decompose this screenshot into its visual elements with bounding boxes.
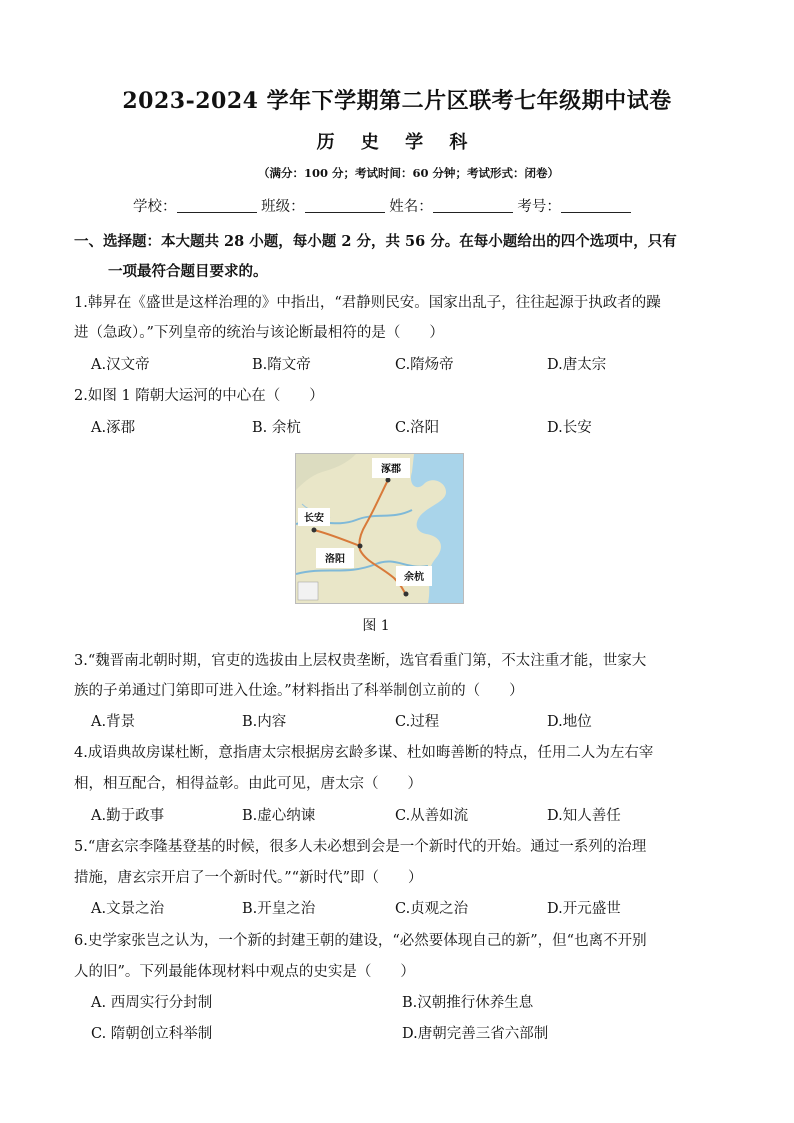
q3-option-b[interactable]: B.内容 xyxy=(242,714,287,730)
name-blank[interactable] xyxy=(433,198,513,213)
q2-option-d[interactable]: D.长安 xyxy=(547,420,592,436)
question-6-line-2: 人的旧”。下列最能体现材料中观点的史实是（ ） xyxy=(74,964,415,980)
q3-option-d[interactable]: D.地位 xyxy=(547,714,592,730)
q3-option-a[interactable]: A.背景 xyxy=(91,714,136,730)
class-label: 班级： xyxy=(261,199,305,215)
map-city-luoyang xyxy=(358,544,363,549)
q5-option-d[interactable]: D.开元盛世 xyxy=(547,901,621,917)
question-3-line-2: 族的子弟通过门第即可进入仕途。”材料指出了科举制创立前的（ ） xyxy=(74,683,524,699)
q4-option-d[interactable]: D.知人善任 xyxy=(547,808,621,824)
question-5-line-1: 5.“唐玄宗李隆基登基的时候，很多人未必想到会是一个新时代的开始。通过一系列的治理 xyxy=(74,839,647,855)
school-label: 学校： xyxy=(133,199,177,215)
map-city-zhuojun xyxy=(386,478,391,483)
subject-title: 历 史 学 科 xyxy=(316,132,478,153)
question-4-line-2: 相，相互配合，相得益彰。由此可见，唐太宗（ ） xyxy=(74,776,422,792)
student-info-row xyxy=(133,195,631,216)
q1-option-b[interactable]: B.隋文帝 xyxy=(252,357,311,373)
q6-option-a[interactable]: A. 西周实行分封制 xyxy=(91,995,213,1011)
q1-option-a[interactable]: A.汉文帝 xyxy=(91,357,150,373)
q1-option-c[interactable]: C.隋炀帝 xyxy=(395,357,454,373)
q6-option-b[interactable]: B.汉朝推行休养生息 xyxy=(402,995,534,1011)
question-4-line-1: 4.成语典故房谋杜断，意指唐太宗根据房玄龄多谋、杜如晦善断的特点，任用二人为左右宰 xyxy=(74,745,654,761)
question-3-line-1: 3.“魏晋南北朝时期，官吏的选拔由上层权贵垄断，选官看重门第，不太注重才能，世家大 xyxy=(74,653,647,669)
question-1-line-2: 进（急政）。”下列皇帝的统治与该论断最相符的是（ ） xyxy=(74,325,444,341)
q2-option-c[interactable]: C.洛阳 xyxy=(395,420,440,436)
figure-caption: 图 1 xyxy=(362,618,390,634)
map-label-zhuojun: 涿郡 xyxy=(381,464,401,475)
map-label-changan: 长安 xyxy=(304,513,324,524)
map-city-changan xyxy=(312,528,317,533)
q3-option-c[interactable]: C.过程 xyxy=(395,714,440,730)
exam-note: （满分：100 分；考试时间：60 分钟；考试形式：闭卷） xyxy=(258,166,560,180)
exam-no-label: 考号： xyxy=(517,199,561,215)
map-legend xyxy=(298,582,318,600)
map-city-yuhang xyxy=(404,592,409,597)
question-6-line-1: 6.史学家张岂之认为，一个新的封建王朝的建设，“必然要体现自己的新”，但“也离不开别 xyxy=(74,933,647,949)
section-heading-line2: 一项最符合题目要求的。 xyxy=(108,263,268,280)
question-1-line-1: 1.韩昇在《盛世是这样治理的》中指出，“君静则民安。国家出乱子，往往起源于执政者的躁 xyxy=(74,295,661,311)
school-blank[interactable] xyxy=(177,198,257,213)
q5-option-b[interactable]: B.开皇之治 xyxy=(242,901,316,917)
map-graphic xyxy=(296,454,463,603)
grand-canal-map xyxy=(295,453,464,604)
exam-no-blank[interactable] xyxy=(561,198,631,213)
map-label-yuhang: 余杭 xyxy=(404,572,424,583)
q4-option-c[interactable]: C.从善如流 xyxy=(395,808,469,824)
name-label: 姓名： xyxy=(389,199,433,215)
section-heading-line1: 一、选择题：本大题共 28 小题，每小题 2 分，共 56 分。在每小题给出的四个选项中，只有 xyxy=(74,233,677,250)
q5-option-c[interactable]: C.贞观之治 xyxy=(395,901,469,917)
q5-option-a[interactable]: A.文景之治 xyxy=(91,901,165,917)
question-5-line-2: 措施，唐玄宗开启了一个新时代。”“新时代”即（ ） xyxy=(74,870,423,886)
class-blank[interactable] xyxy=(305,198,385,213)
q2-option-a[interactable]: A.涿郡 xyxy=(91,420,136,436)
q1-option-d[interactable]: D.唐太宗 xyxy=(547,357,607,373)
q6-option-c[interactable]: C. 隋朝创立科举制 xyxy=(91,1026,213,1042)
q6-option-d[interactable]: D.唐朝完善三省六部制 xyxy=(402,1026,549,1042)
question-2-line-1: 2.如图 1 隋朝大运河的中心在（ ） xyxy=(74,388,324,404)
q2-option-b[interactable]: B. 余杭 xyxy=(252,420,301,436)
map-label-luoyang: 洛阳 xyxy=(325,554,345,565)
q4-option-b[interactable]: B.虚心纳谏 xyxy=(242,808,316,824)
exam-title: 2023-2024 学年下学期第二片区联考七年级期中试卷 xyxy=(122,88,672,114)
q4-option-a[interactable]: A.勤于政事 xyxy=(91,808,165,824)
